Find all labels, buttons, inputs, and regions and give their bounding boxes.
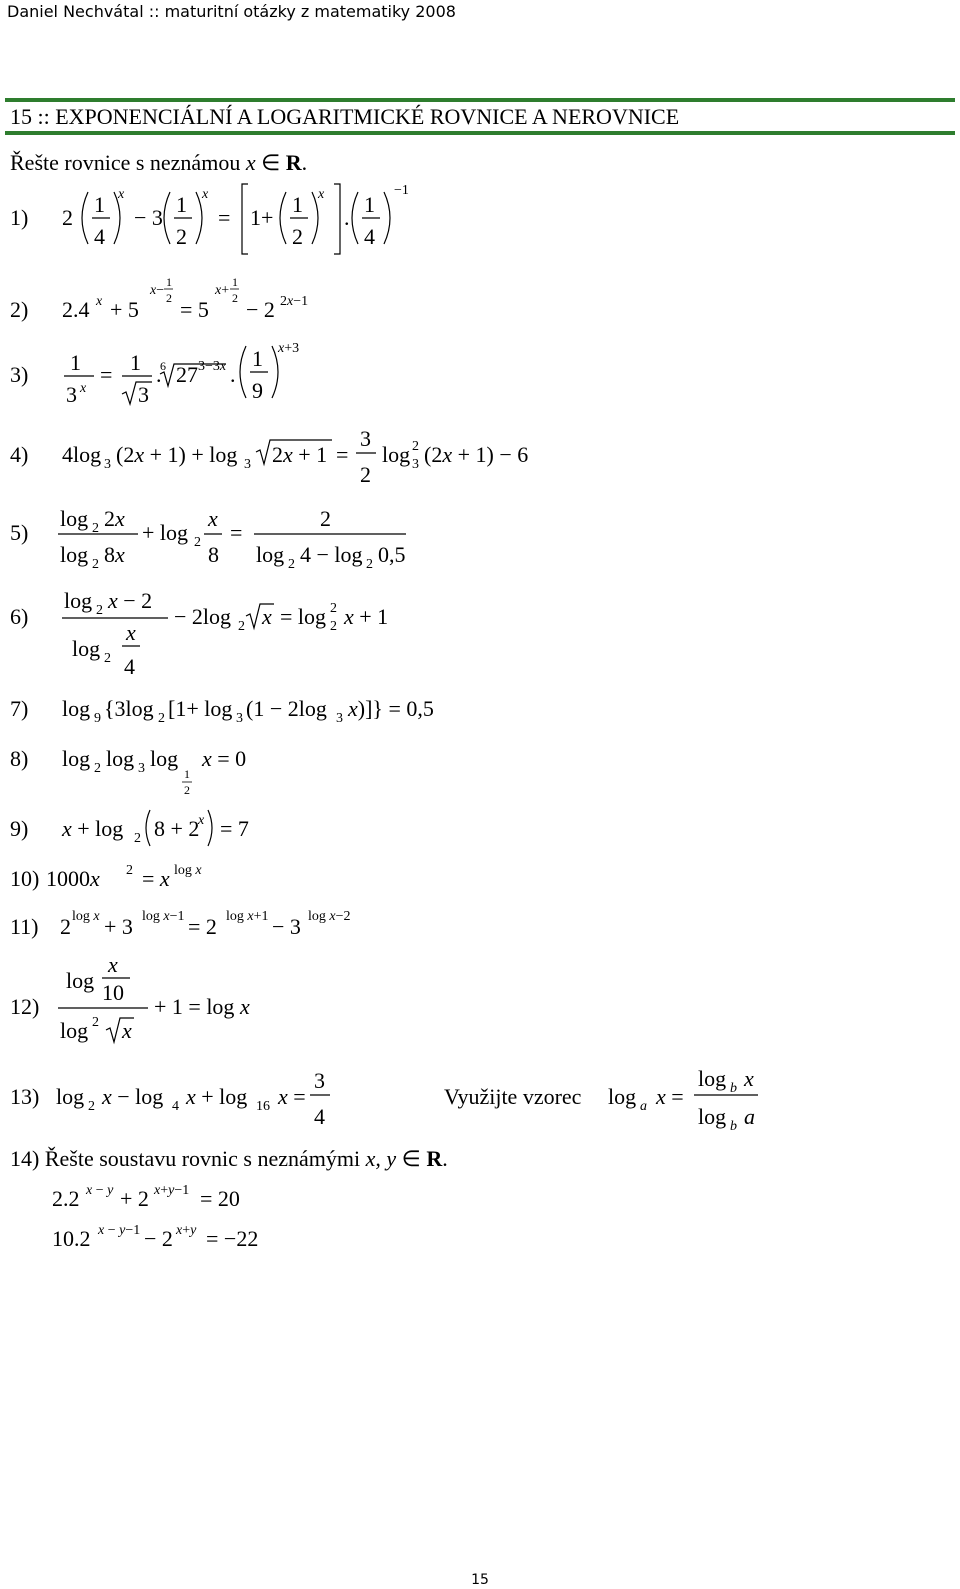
title-rule-bottom	[5, 131, 955, 135]
svg-text:1+: 1+	[250, 205, 274, 230]
svg-text:x =: x =	[278, 1084, 306, 1109]
svg-text:log: log	[56, 1084, 85, 1109]
page-header: Daniel Nechvátal :: maturitní otázky z matematiky 2008	[7, 2, 456, 21]
svg-text:x−: x−	[150, 283, 165, 298]
svg-text:x: x	[202, 187, 209, 202]
svg-text:1: 1	[184, 767, 190, 781]
svg-text:3−3x: 3−3x	[198, 359, 227, 374]
intro-label: Řešte rovnice s neznámou	[10, 150, 241, 175]
svg-text:log: log	[64, 588, 93, 613]
intro-var: x	[245, 150, 256, 175]
svg-text:2: 2	[176, 224, 187, 249]
svg-text:2: 2	[104, 651, 111, 666]
svg-text:x+3: x+3	[278, 341, 300, 356]
svg-text:log: log	[66, 968, 95, 993]
problem-number: 1)	[10, 205, 29, 230]
svg-text:x)]} = 0,5: x)]} = 0,5	[348, 696, 434, 721]
svg-text:4 − log: 4 − log	[300, 542, 363, 567]
svg-text:9: 9	[252, 378, 263, 403]
title-rule-top	[5, 98, 955, 102]
problem-4	[10, 422, 550, 492]
svg-text:− 2: − 2	[246, 297, 275, 322]
svg-text:=: =	[230, 520, 243, 545]
svg-text:x − 2: x − 2	[108, 588, 153, 613]
svg-text:log: log	[698, 1066, 727, 1091]
svg-text:x − log: x − log	[102, 1084, 164, 1109]
svg-text:log x−2: log x−2	[308, 909, 351, 924]
svg-text:10.2: 10.2	[52, 1226, 91, 1251]
svg-text:a: a	[744, 1104, 755, 1129]
svg-text:16: 16	[256, 1099, 270, 1114]
svg-text:1: 1	[252, 346, 263, 371]
svg-text:b: b	[730, 1081, 737, 1096]
svg-text:3: 3	[336, 711, 343, 726]
svg-text:− 3: − 3	[134, 205, 163, 230]
svg-text:3: 3	[314, 1068, 325, 1093]
svg-text:3: 3	[104, 457, 111, 472]
problem-14: 14) Řešte soustavu rovnic s neznámými x, y ∈ R.	[10, 1146, 448, 1171]
system-eq-1	[52, 1178, 272, 1218]
problem-13	[10, 1064, 350, 1134]
svg-text:8: 8	[208, 542, 219, 567]
svg-text:2: 2	[238, 619, 245, 634]
svg-text:2: 2	[412, 439, 419, 454]
svg-text:log: log	[60, 542, 89, 567]
svg-text:− 3: − 3	[272, 914, 301, 939]
svg-text:= 7: = 7	[220, 816, 249, 841]
problem-12	[10, 954, 290, 1050]
problem-number: 14)	[10, 1146, 40, 1171]
svg-text:= x: = x	[142, 866, 170, 891]
svg-text:+ 2: + 2	[120, 1186, 149, 1211]
svg-text:3: 3	[138, 761, 145, 776]
system-vars: x, y	[365, 1146, 397, 1171]
svg-text:.: .	[230, 362, 236, 387]
problem-number: 6)	[10, 604, 29, 629]
svg-text:.: .	[344, 205, 350, 230]
problem-2	[10, 272, 350, 322]
svg-text:2: 2	[232, 291, 238, 305]
svg-text:3: 3	[138, 382, 149, 407]
problem-number: 10)	[10, 866, 40, 891]
svg-text:2x + 1: 2x + 1	[272, 442, 328, 467]
svg-text:1: 1	[176, 192, 187, 217]
svg-text:log: log	[60, 1018, 89, 1043]
svg-text:2: 2	[94, 761, 101, 776]
svg-text:log: log	[698, 1104, 727, 1129]
svg-text:.: .	[156, 362, 162, 387]
svg-text:2: 2	[62, 205, 73, 230]
svg-text:+ 3: + 3	[104, 914, 133, 939]
problem-7	[10, 688, 470, 732]
svg-text:1: 1	[70, 350, 81, 375]
svg-text:x: x	[96, 294, 103, 309]
svg-text:x+y−1: x+y−1	[154, 1183, 190, 1198]
svg-text:log x+1: log x+1	[226, 909, 269, 924]
svg-text:4: 4	[172, 1099, 179, 1114]
svg-text:2: 2	[158, 711, 165, 726]
svg-text:{3log: {3log	[104, 696, 154, 721]
problem-number: 12)	[10, 994, 40, 1019]
svg-text:log: log	[60, 506, 89, 531]
svg-text:4: 4	[124, 654, 135, 679]
problem-5	[10, 500, 430, 576]
svg-text:2: 2	[330, 601, 337, 616]
svg-text:2: 2	[194, 535, 201, 550]
svg-text:= 5: = 5	[180, 297, 209, 322]
svg-text:9: 9	[94, 711, 101, 726]
svg-text:1000x: 1000x	[46, 866, 100, 891]
svg-text:4: 4	[314, 1104, 325, 1129]
svg-text:+ 5: + 5	[110, 297, 139, 322]
problem-number: 8)	[10, 746, 29, 771]
svg-text:2: 2	[166, 291, 172, 305]
problem-8	[10, 738, 290, 802]
svg-text:log x: log x	[174, 863, 202, 878]
svg-text:− 2: − 2	[144, 1226, 173, 1251]
svg-text:2: 2	[320, 506, 331, 531]
svg-text:x: x	[118, 187, 125, 202]
problem-number: 9)	[10, 816, 29, 841]
svg-text:x+: x+	[215, 283, 230, 298]
svg-text:log: log	[62, 746, 91, 771]
svg-text:2: 2	[366, 557, 373, 572]
svg-text:x+y: x+y	[176, 1223, 197, 1238]
svg-text:log: log	[62, 696, 91, 721]
intro-set: R	[285, 150, 302, 175]
svg-text:+ 1 = log x: + 1 = log x	[154, 994, 250, 1019]
svg-text:2: 2	[184, 783, 190, 797]
svg-text:3: 3	[412, 457, 419, 472]
problem-9	[10, 804, 290, 854]
svg-text:x: x	[744, 1066, 754, 1091]
svg-text:4: 4	[94, 224, 105, 249]
svg-text:= log: = log	[280, 604, 327, 629]
svg-text:8x: 8x	[104, 542, 125, 567]
svg-text:3: 3	[236, 711, 243, 726]
section-title: 15 :: EXPONENCIÁLNÍ A LOGARITMICKÉ ROVNICE A NEROVNICE	[10, 104, 680, 129]
svg-text:x + 1: x + 1	[344, 604, 389, 629]
svg-text:6: 6	[160, 359, 166, 373]
page-number: 15	[471, 1572, 489, 1588]
svg-text:2: 2	[288, 557, 295, 572]
svg-text:=: =	[336, 442, 349, 467]
svg-text:2: 2	[88, 1099, 95, 1114]
svg-text:x + log: x + log	[62, 816, 124, 841]
svg-text:1: 1	[232, 275, 238, 289]
problem-number: 4)	[10, 442, 29, 467]
svg-text:x: x	[208, 506, 218, 531]
svg-text:x: x	[108, 952, 118, 977]
svg-text:x: x	[122, 1018, 132, 1043]
svg-text:2x: 2x	[104, 506, 125, 531]
svg-text:2: 2	[96, 603, 103, 618]
svg-text:1: 1	[94, 192, 105, 217]
svg-text:0,5: 0,5	[378, 542, 406, 567]
svg-text:log: log	[72, 636, 101, 661]
svg-text:log: log	[382, 442, 411, 467]
svg-text:x: x	[198, 813, 205, 828]
hint-label: Využijte vzorec	[444, 1084, 582, 1109]
svg-text:2: 2	[92, 1015, 99, 1030]
svg-text:2: 2	[92, 557, 99, 572]
svg-text:(1 − 2log: (1 − 2log	[246, 696, 327, 721]
svg-text:x: x	[318, 187, 325, 202]
svg-text:log: log	[608, 1084, 637, 1109]
svg-text:4: 4	[364, 224, 375, 249]
svg-text:2: 2	[360, 462, 371, 487]
svg-text:2.2: 2.2	[52, 1186, 80, 1211]
svg-text:log x−1: log x−1	[142, 909, 185, 924]
svg-text:2: 2	[126, 863, 133, 878]
svg-text:log: log	[256, 542, 285, 567]
svg-text:1: 1	[292, 192, 303, 217]
svg-text:x − y: x − y	[86, 1183, 114, 1198]
problem-10	[10, 856, 270, 900]
svg-text:1: 1	[364, 192, 375, 217]
svg-text:2: 2	[134, 831, 141, 846]
svg-text:b: b	[730, 1119, 737, 1134]
problem-number: 3)	[10, 362, 29, 387]
svg-text:1: 1	[166, 275, 172, 289]
problem-number: 7)	[10, 696, 29, 721]
svg-text:x: x	[126, 620, 136, 645]
svg-text:− 2log: − 2log	[174, 604, 232, 629]
svg-text:x = 0: x = 0	[202, 746, 247, 771]
svg-text:2: 2	[292, 224, 303, 249]
svg-text:2: 2	[330, 619, 337, 634]
svg-text:8 + 2: 8 + 2	[154, 816, 200, 841]
problem-3	[10, 342, 330, 412]
svg-text:= 2: = 2	[188, 914, 217, 939]
svg-text:=: =	[218, 205, 231, 230]
svg-text:=: =	[100, 362, 113, 387]
svg-text:x: x	[80, 381, 87, 396]
svg-text:x − y−1: x − y−1	[98, 1223, 141, 1238]
svg-text:3: 3	[244, 457, 251, 472]
system-eq-2	[52, 1218, 292, 1258]
svg-text:log: log	[150, 746, 179, 771]
svg-text:+ log: + log	[142, 520, 189, 545]
svg-text:3: 3	[66, 382, 77, 407]
svg-text:10: 10	[102, 980, 124, 1005]
problem-6	[10, 584, 430, 684]
svg-text:log x: log x	[72, 909, 100, 924]
svg-text:(2x + 1) + log: (2x + 1) + log	[116, 442, 238, 467]
svg-text:2: 2	[92, 521, 99, 536]
svg-text:x: x	[262, 604, 272, 629]
svg-text:2.4: 2.4	[62, 297, 90, 322]
svg-text:= −22: = −22	[206, 1226, 259, 1251]
svg-text:1: 1	[130, 350, 141, 375]
problem-11	[10, 904, 370, 948]
problem-number: 2)	[10, 297, 29, 322]
svg-text:(2x + 1) − 6: (2x + 1) − 6	[424, 442, 529, 467]
hint-formula	[444, 1064, 764, 1134]
system-label: Řešte soustavu rovnic s neznámými	[44, 1146, 361, 1171]
svg-text:−1: −1	[394, 183, 409, 198]
svg-text:3: 3	[360, 426, 371, 451]
svg-text:4log: 4log	[62, 442, 102, 467]
svg-text:27: 27	[176, 362, 198, 387]
svg-text:x =: x =	[656, 1084, 684, 1109]
svg-text:[1+ log: [1+ log	[168, 696, 233, 721]
svg-text:a: a	[640, 1099, 647, 1114]
svg-text:2: 2	[60, 914, 71, 939]
system-set: R	[426, 1146, 443, 1171]
svg-text:= 20: = 20	[200, 1186, 240, 1211]
problem-number: 13)	[10, 1084, 40, 1109]
intro-text: Řešte rovnice s neznámou x ∈ R.	[10, 150, 308, 175]
problem-1	[10, 180, 430, 260]
svg-text:log: log	[106, 746, 135, 771]
problem-number: 11)	[10, 914, 39, 939]
svg-text:2x−1: 2x−1	[280, 294, 309, 309]
svg-text:x + log: x + log	[186, 1084, 248, 1109]
problem-number: 5)	[10, 520, 29, 545]
